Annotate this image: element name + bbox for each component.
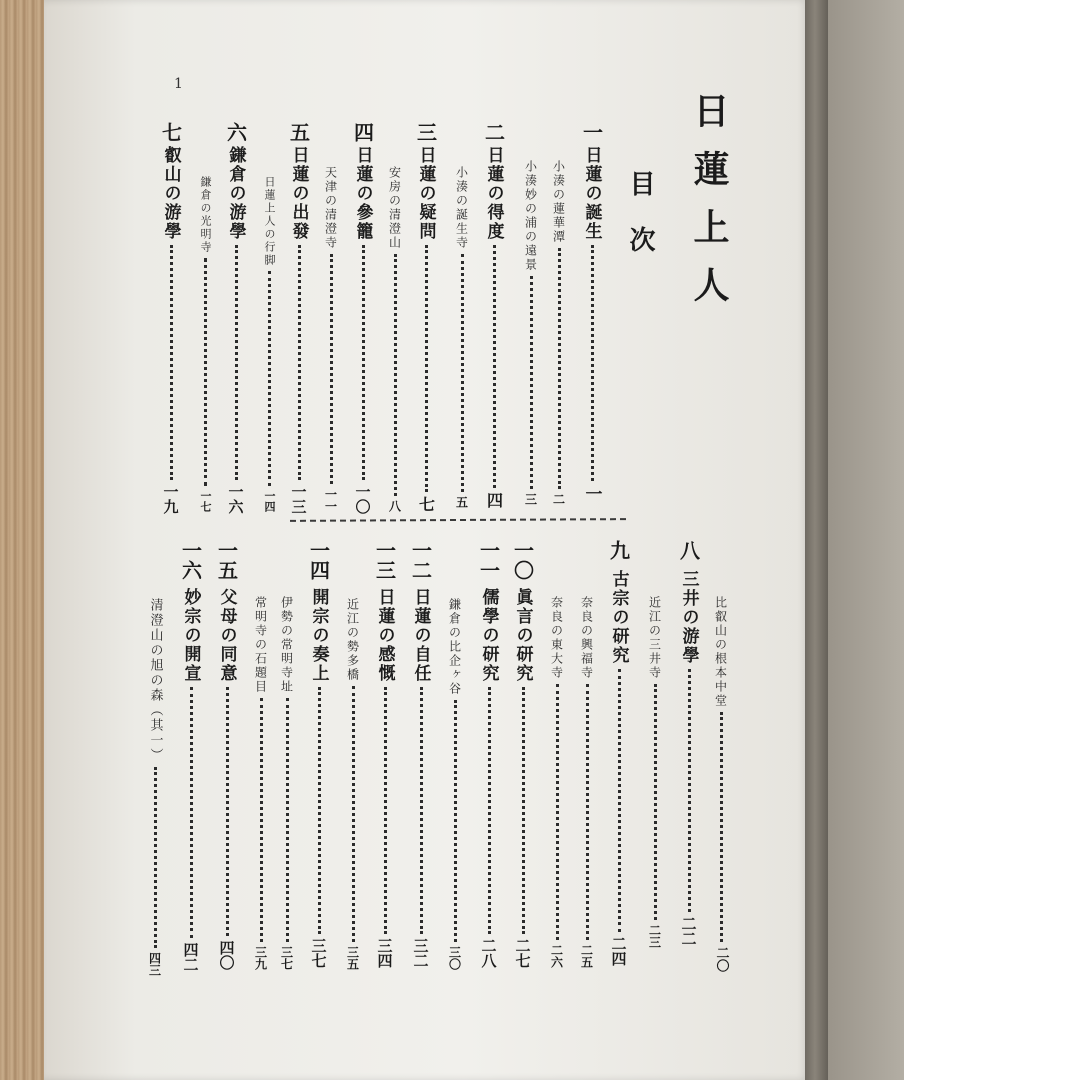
toc-subentry	[444, 598, 466, 970]
chapter-title: 開宗の奏上	[308, 588, 329, 683]
chapter-number: 八	[676, 540, 701, 560]
toc-entry	[221, 122, 251, 514]
chapter-number: 六	[223, 122, 248, 142]
toc-subentry	[644, 596, 666, 948]
chapter-title: 父母の同意	[216, 588, 237, 683]
leader-dots	[190, 687, 193, 938]
leader-dots	[362, 245, 365, 480]
leader-dots	[425, 245, 428, 492]
page-ref: 三二	[411, 938, 430, 968]
subentry-title: 近江の勢多橋	[345, 598, 360, 682]
page-ref: 一一	[323, 488, 338, 512]
chapter-number: 三	[413, 122, 438, 142]
toc-subentry	[143, 598, 167, 976]
chapter-title: 眞言の研究	[512, 588, 533, 683]
toc-subentry	[258, 176, 280, 512]
chapter-number: 一二	[408, 540, 433, 580]
leader-dots	[226, 687, 229, 936]
chapter-title: 日蓮の自任	[410, 588, 431, 683]
leader-dots	[235, 245, 238, 480]
chapter-title: 儒學の研究	[478, 588, 499, 683]
page-ref: 二七	[513, 938, 532, 968]
toc-subentry	[342, 598, 364, 970]
subentry-title: 清澄山の旭の森（其一）	[147, 598, 163, 763]
chapter-number: 一一	[476, 540, 501, 580]
chapter-number: 一六	[178, 540, 203, 580]
subentry-title: 伊勢の常明寺址	[279, 596, 294, 694]
chapter-number: 一五	[214, 540, 239, 580]
page-ref: 七	[416, 496, 436, 512]
chapter-title: 日蓮の疑問	[415, 146, 436, 241]
toc-subentry	[576, 596, 598, 968]
page-ref: 八	[387, 500, 402, 512]
chapter-title: 叡山の游學	[160, 146, 181, 241]
toc-entry	[604, 540, 634, 966]
leader-dots	[384, 687, 387, 934]
leader-dots	[591, 245, 594, 481]
leader-dots	[154, 767, 157, 948]
toc-subentry	[451, 166, 473, 508]
page-ref: 一三	[289, 484, 308, 514]
page-ref: 二五	[579, 944, 594, 968]
subentry-title: 奈良の興福寺	[579, 596, 594, 680]
toc-subentry	[320, 166, 342, 512]
chapter-number: 九	[606, 540, 631, 560]
leader-dots	[330, 254, 333, 484]
leader-dots	[558, 248, 561, 489]
subentry-title: 鎌倉の光明寺	[199, 176, 212, 254]
page-ref: 四二	[181, 942, 200, 972]
toc-subentry	[710, 596, 732, 972]
chapter-title: 日蓮の得度	[483, 146, 504, 241]
subentry-title: 奈良の東大寺	[549, 596, 564, 680]
page-ref: 一六	[226, 484, 245, 514]
chapter-title: 古宗の研究	[608, 570, 629, 665]
leader-dots	[493, 245, 496, 488]
page-ref: 一九	[161, 484, 180, 514]
chapter-title: 日蓮の感慨	[374, 588, 395, 683]
toc-entry	[284, 122, 314, 514]
page-ref: 一四	[263, 490, 276, 512]
page-ref: 四三	[147, 952, 162, 976]
page-ref: 三七	[279, 946, 294, 970]
subentry-title: 常明寺の石題目	[253, 596, 268, 694]
leader-dots	[530, 276, 533, 489]
toc-subentry	[194, 176, 216, 512]
book-title: 日蓮上人	[688, 92, 730, 324]
subentry-title: 日蓮上人の行脚	[263, 176, 276, 267]
chapter-number: 五	[286, 122, 311, 142]
toc-subentry	[520, 160, 542, 505]
toc-entry	[674, 540, 704, 946]
toc-entry	[508, 540, 538, 968]
page-ref: 三四	[375, 938, 394, 968]
chapter-number: 一三	[372, 540, 397, 580]
toc-entry	[304, 540, 334, 968]
page-ref: 三	[523, 493, 538, 505]
toc-entry	[406, 540, 436, 968]
leader-dots	[556, 684, 559, 940]
leader-dots	[654, 684, 657, 920]
page-ref: 二〇	[713, 946, 729, 972]
page-ref: 四	[484, 492, 504, 508]
toc-entry	[156, 122, 186, 514]
page-ref: 二六	[549, 944, 564, 968]
page-ref: 二八	[479, 938, 498, 968]
page-ref: 二三	[647, 924, 662, 948]
chapter-number: 一四	[306, 540, 331, 580]
page-ref: 一〇	[353, 484, 372, 514]
page-ref: 二	[551, 493, 566, 505]
toc-subentry	[250, 596, 272, 970]
leader-dots	[488, 687, 491, 934]
subentry-title: 天津の清澄寺	[323, 166, 338, 250]
page-ref: 二二	[679, 916, 698, 946]
leader-dots	[298, 245, 301, 480]
leader-dots	[454, 700, 457, 942]
leader-dots	[318, 687, 321, 934]
toc-entry	[212, 540, 242, 970]
chapter-title: 日蓮の誕生	[581, 146, 602, 241]
subentry-title: 小湊妙の浦の遠景	[523, 160, 538, 272]
leader-dots	[352, 686, 355, 942]
page-ref: 四〇	[217, 940, 236, 970]
page-ref: 三五	[345, 946, 360, 970]
page-ref: 五	[454, 496, 469, 508]
page-ref: 二四	[609, 936, 628, 966]
chapter-number: 七	[158, 122, 183, 142]
subentry-title: 鎌倉の比企ヶ谷	[447, 598, 462, 696]
chapter-title: 妙宗の開宣	[180, 588, 201, 683]
chapter-title: 日蓮の參籠	[352, 146, 373, 241]
page-ref: 三〇	[447, 946, 462, 970]
subentry-title: 小湊の蓮華潭	[551, 160, 566, 244]
leader-dots	[260, 698, 263, 942]
toc-entry	[474, 540, 504, 968]
toc-subentry	[276, 596, 298, 970]
page-number: 1	[174, 76, 183, 92]
page-ref: 一	[581, 485, 602, 502]
toc-entry	[370, 540, 400, 968]
toc-entry	[577, 122, 607, 502]
toc-heading: 目次	[625, 170, 655, 282]
chapter-number: 一	[579, 122, 604, 142]
leader-dots	[268, 271, 271, 486]
toc-entry	[348, 122, 378, 514]
chapter-number: 四	[350, 122, 375, 142]
leader-dots	[522, 687, 525, 934]
subentry-title: 近江の三井寺	[647, 596, 662, 680]
chapter-title: 三井の游學	[678, 570, 699, 665]
leader-dots	[394, 254, 397, 496]
leader-dots	[688, 669, 691, 912]
subentry-title: 安房の清澄山	[387, 166, 402, 250]
page-ref: 三九	[253, 946, 268, 970]
book-spine	[805, 0, 830, 1080]
toc-entry	[176, 540, 206, 972]
subentry-title: 比叡山の根本中堂	[713, 596, 728, 708]
toc-entry	[411, 122, 441, 512]
chapter-title: 日蓮の出發	[288, 146, 309, 241]
toc-subentry	[384, 166, 406, 512]
leader-dots	[204, 258, 207, 486]
toc-subentry	[546, 596, 568, 968]
leader-dots	[586, 684, 589, 940]
leader-dots	[420, 687, 423, 934]
book-cover-edge	[828, 0, 904, 1080]
page-ref: 三七	[309, 938, 328, 968]
leader-dots	[170, 245, 173, 480]
leader-dots	[618, 669, 621, 932]
toc-subentry	[548, 160, 570, 505]
page-ref: 一七	[199, 490, 212, 512]
leader-dots	[286, 698, 289, 942]
chapter-number: 二	[481, 122, 506, 142]
subentry-title: 小湊の誕生寺	[454, 166, 469, 250]
leader-dots	[720, 712, 723, 942]
chapter-title: 鎌倉の游學	[225, 146, 246, 241]
toc-entry	[479, 122, 509, 508]
chapter-number: 一〇	[510, 540, 535, 580]
leader-dots	[461, 254, 464, 492]
